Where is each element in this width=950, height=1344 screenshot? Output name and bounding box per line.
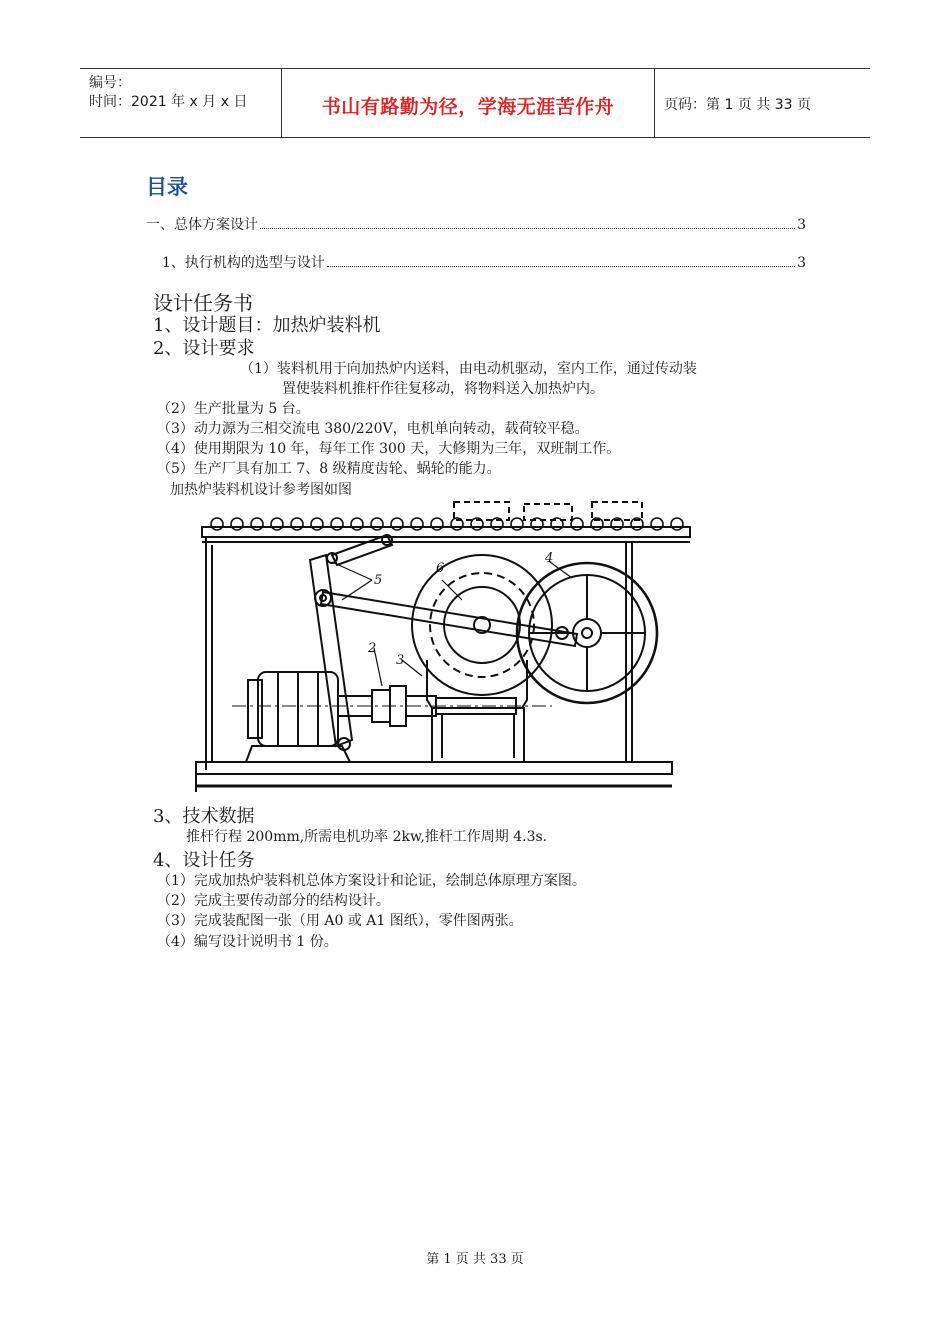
header-info-cell	[80, 69, 280, 137]
requirement-5: （5）生产厂具有加工 7、8 级精度齿轮、蜗轮的能力。	[157, 461, 501, 477]
task-item-2: （2）完成主要传动部分的结构设计。	[157, 893, 390, 909]
requirement-1a: （1）装料机用于向加热炉内送料，由电动机驱动，室内工作，通过传动装	[240, 361, 697, 377]
toc-title: 目录	[146, 175, 188, 199]
task-title: 设计任务书	[153, 291, 253, 315]
task-item-1: （1）完成加热炉装料机总体方案设计和论证，绘制总体原理方案图。	[157, 873, 586, 889]
loader-mechanism-drawing	[192, 500, 692, 796]
toc-entry-text: 1、执行机构的选型与设计	[162, 255, 325, 271]
section-4-heading: 4、设计任务	[153, 850, 255, 871]
requirement-4: （4）使用期限为 10 年，每年工作 300 天，大修期为三年，双班制工作。	[157, 441, 621, 457]
figure-caption: 加热炉装料机设计参考图如图	[170, 482, 352, 498]
requirement-1b: 置使装料机推杆作往复移动，将物料送入加热炉内。	[282, 381, 604, 397]
toc-entry-page: 3	[797, 217, 806, 233]
figure-label-4: 4	[545, 551, 554, 566]
section-2-heading: 2、设计要求	[153, 338, 255, 359]
toc-entry[interactable]	[146, 214, 806, 234]
section-3-heading: 3、技术数据	[153, 806, 255, 827]
requirement-2: （2）生产批量为 5 台。	[157, 401, 310, 417]
toc-entry-page: 3	[797, 255, 806, 271]
figure-label-2: 2	[368, 641, 377, 656]
header-page-cell	[654, 69, 870, 137]
header-slogan-cell	[281, 69, 655, 137]
toc-leader-dots	[260, 228, 795, 229]
document-time-label: 时间：2021 年 x 月 x 日	[89, 94, 248, 110]
section-1-heading: 1、设计题目：加热炉装料机	[153, 315, 381, 336]
toc-leader-dots	[327, 266, 795, 267]
requirement-3: （3）动力源为三相交流电 380/220V，电机单向转动，载荷较平稳。	[157, 421, 589, 437]
task-item-4: （4）编写设计说明书 1 份。	[157, 934, 338, 950]
document-header	[80, 68, 870, 138]
document-number-label: 编号：	[89, 75, 131, 91]
figure-label-5: 5	[374, 573, 383, 588]
header-slogan: 书山有路勤为径，学海无涯苦作舟	[321, 96, 615, 118]
header-page-number: 页码：第 1 页 共 33 页	[664, 97, 811, 113]
toc-entry-text: 一、总体方案设计	[146, 217, 258, 233]
page-footer: 第 1 页 共 33 页	[426, 1252, 524, 1267]
figure-label-6: 6	[436, 561, 445, 576]
figure-label-3: 3	[396, 653, 405, 668]
toc-entry[interactable]	[162, 252, 806, 272]
technical-data: 推杆行程 200mm,所需电机功率 2kw,推杆工作周期 4.3s.	[186, 829, 548, 845]
task-item-3: （3）完成装配图一张（用 A0 或 A1 图纸），零件图两张。	[157, 913, 523, 929]
